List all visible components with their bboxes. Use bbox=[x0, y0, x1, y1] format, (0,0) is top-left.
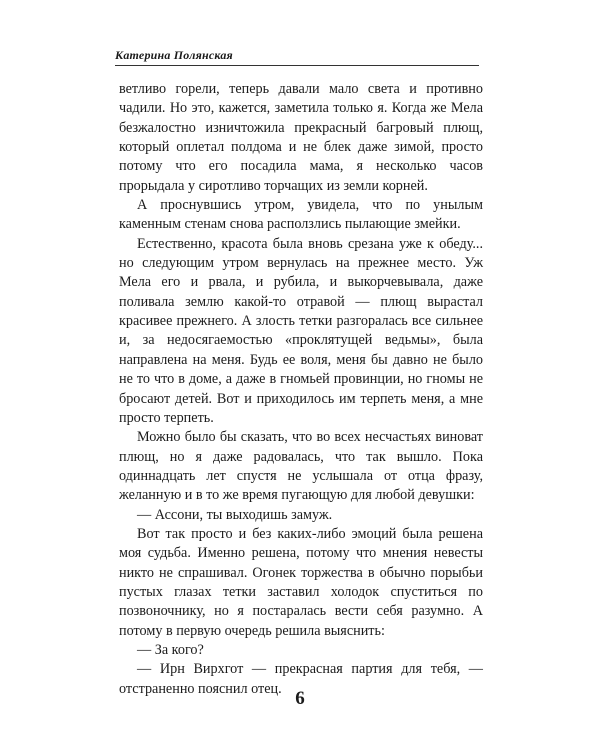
dialogue-line: — Ассони, ты выходишь замуж. bbox=[137, 506, 333, 523]
body-text bbox=[119, 80, 483, 699]
paragraph: Вот так просто и без каких-либо эмоций была решена моя судьба. Именно решена, потому что мнения невесты никто не спрашивал. Огонек торжества в обычно порыбьи пустых глазах тетки заставил холодок спуститься по позвоночнику, но я постаралась вести себя разумно. А потому в первую очередь решила выяснить: bbox=[119, 525, 483, 639]
dialogue-line: — Ирн Вирхгот — прекрасная партия для тебя, — отстраненно пояснил отец. bbox=[119, 661, 483, 697]
paragraph: Естественно, красота была вновь срезана уже к обеду... но следующим утром вернулась на прежнее место. Уж Мела его и рвала, и рубила, и выкорчевывала, даже поливала землю какой-то отравой — плющ вырастал красивее прежнего. А злость тетки разгоралась все сильнее и, за недосягаемостью «проклятущей ведьмы», была направлена на меня. Будь ее воля, меня бы давно не было не то что в доме, а даже в гномьей провинции, но гномы не бросают детей. Вот и приходилось им терпеть меня, а мне просто терпеть. bbox=[119, 235, 483, 426]
paragraph: Можно было бы сказать, что во всех несчастьях виноват плющ, но я даже радовалась, что так вышло. Пока одиннадцать лет спустя не услышала от отца фразу, желанную и в то же время пугающую для любой девушки: bbox=[119, 429, 483, 504]
paragraph: ветливо горели, теперь давали мало света и противно чадили. Но это, кажется, заметила только я. Когда же Мела безжалостно изничтожила прекрасный багровый плющ, который оплетал полдома и не блек даже зимой, просто потому что его посадила мама, я несколько часов прорыдала у сиротливо торчащих из земли корней. bbox=[119, 81, 483, 194]
page-number: 6 bbox=[295, 688, 305, 709]
running-header bbox=[115, 44, 479, 66]
dialogue-line: — За кого? bbox=[137, 641, 204, 658]
paragraph: А проснувшись утром, увидела, что по унылым каменным стенам снова расползлись пылающие змейки. bbox=[119, 197, 483, 233]
author-name: Катерина Полянская bbox=[115, 48, 233, 62]
